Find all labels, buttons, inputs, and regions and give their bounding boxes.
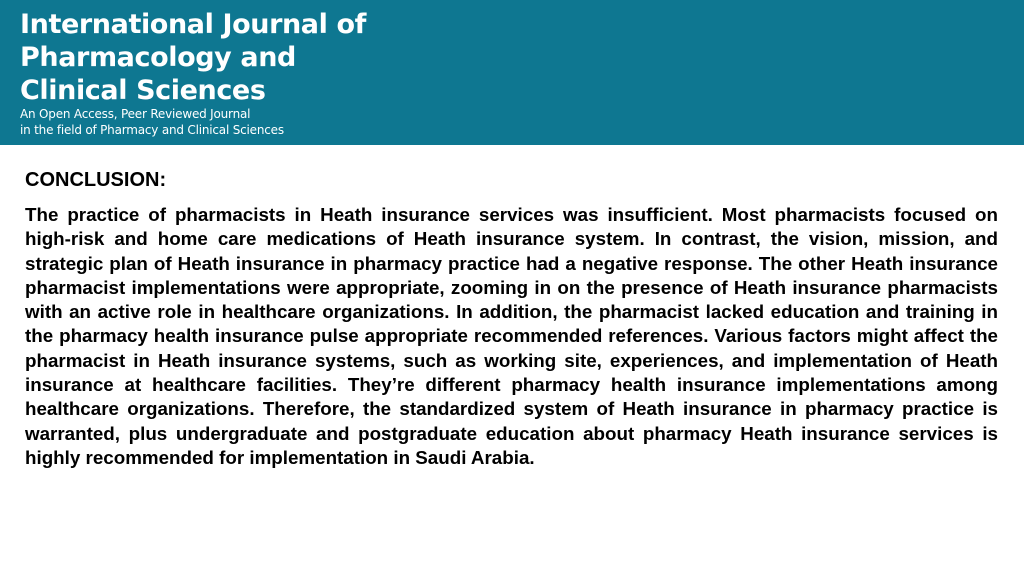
journal-title-line-1: International Journal of xyxy=(20,9,366,40)
journal-tagline xyxy=(20,106,284,138)
conclusion-paragraph: The practice of pharmacists in Heath insurance services was insufficient. Most pharmacists focused on high-risk and home care medications of Heath insurance system. In contrast, the vision, mission, and strategic plan of Heath insurance in pharmacy practice had a negative response. The other Heath insurance pharmacist implementations were appropriate, zooming in on the presence of Heath insurance pharmacists with an active role in healthcare organizations. In addition, the pharmacist lacked education and training in the pharmacy health insurance pulse appropriate recommended references. Various factors might affect the pharmacist in Heath insurance systems, such as working site, experiences, and implementation of Heath insurance at healthcare facilities. They’re different pharmacy health insurance implementations among healthcare organizations. Therefore, the standardized system of Heath insurance in pharmacy practice is warranted, plus undergraduate and postgraduate education about pharmacy Heath insurance services is highly recommended for implementation in Saudi Arabia. xyxy=(25,204,998,468)
journal-banner xyxy=(0,0,1024,145)
conclusion-heading: CONCLUSION: xyxy=(25,169,167,191)
journal-tagline-line-2: in the field of Pharmacy and Clinical Sciences xyxy=(20,123,284,137)
journal-tagline-line-1: An Open Access, Peer Reviewed Journal xyxy=(20,107,251,121)
journal-title-line-2: Pharmacology and xyxy=(20,42,296,73)
journal-title xyxy=(20,8,366,107)
journal-title-line-3: Clinical Sciences xyxy=(20,75,266,106)
